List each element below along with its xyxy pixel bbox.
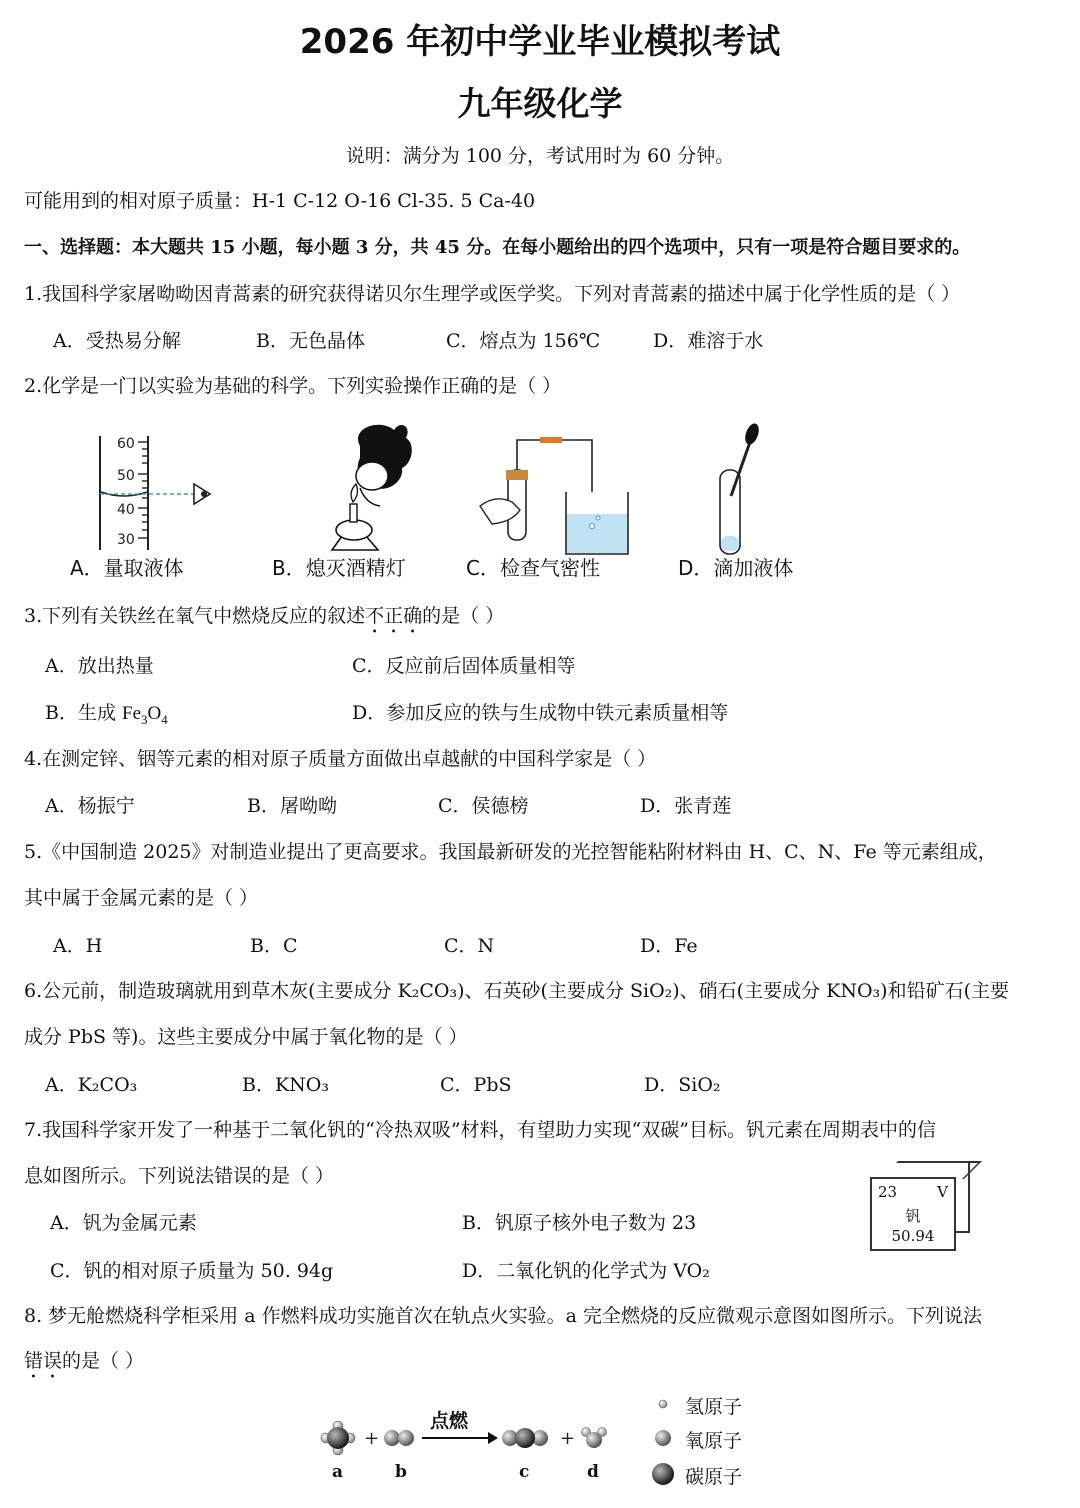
q5-stem-line2: 其中属于金属元素的是（ ）: [24, 887, 259, 909]
q1-option-c[interactable]: C．熔点为 156℃: [446, 330, 601, 352]
q6-option-a[interactable]: A．K₂CO₃: [45, 1074, 138, 1096]
legend-carbon: 碳原子: [685, 1466, 743, 1488]
q6-option-d[interactable]: D．SiO₂: [644, 1074, 721, 1096]
q7-option-c[interactable]: C．钒的相对原子质量为 50. 94g: [50, 1260, 334, 1282]
dropper-icon: [720, 422, 761, 554]
q7-option-b[interactable]: B．钒原子核外电子数为 23: [462, 1212, 697, 1234]
label-a: a: [332, 1462, 344, 1482]
q7-option-d[interactable]: D．二氧化钒的化学式为 VO₂: [462, 1260, 710, 1282]
legend-carbon-icon: [652, 1463, 674, 1485]
element-name: 钒: [905, 1207, 921, 1225]
reaction-condition: 点燃: [430, 1410, 469, 1432]
q7-stem-line2: 息如图所示。下列说法错误的是（ ）: [24, 1165, 335, 1187]
q2-option-a[interactable]: A．量取液体: [70, 556, 184, 580]
q5-option-a[interactable]: A．H: [53, 935, 103, 957]
q2-option-b[interactable]: B．熄灭酒精灯: [272, 556, 406, 580]
svg-text:+: +: [364, 1428, 380, 1449]
molecule-c-icon: [502, 1428, 548, 1448]
q2-option-c[interactable]: C．检查气密性: [466, 556, 600, 580]
q3-stem: 3.下列有关铁丝在氧气中燃烧反应的叙述不正确的是（ ）: [24, 605, 505, 627]
scale-60: 60: [117, 436, 135, 452]
alcohol-lamp-icon: [332, 425, 412, 550]
label-d: d: [587, 1462, 599, 1482]
q5-stem-line1: 5.《中国制造 2025》对制造业提出了更高要求。我国最新研发的光控智能粘附材料由 H、C、N、Fe 等元素组成，: [24, 841, 997, 863]
q4-option-b[interactable]: B．屠呦呦: [247, 795, 337, 817]
q3-option-a[interactable]: A．放出热量: [45, 655, 154, 677]
q3-option-c[interactable]: C．反应前后固体质量相等: [352, 655, 576, 677]
molecule-a-icon: [321, 1421, 355, 1455]
q1-option-d[interactable]: D．难溶于水: [653, 330, 764, 352]
q6-stem-line2: 成分 PbS 等)。这些主要成分中属于氧化物的是（ ）: [24, 1026, 468, 1048]
q2-stem: 2.化学是一门以实验为基础的科学。下列实验操作正确的是（ ）: [24, 375, 562, 397]
q8-stem-line2: 错误的是（ ）: [24, 1350, 145, 1372]
q5-option-c[interactable]: C．N: [444, 935, 495, 957]
q4-option-d[interactable]: D．张青莲: [640, 795, 732, 817]
q3-option-b[interactable]: B．生成 $Fe_3O_4$: [45, 702, 168, 727]
atomic-mass-info: 可能用到的相对原子质量：H-1 C-12 O-16 Cl-35. 5 Ca-40: [24, 190, 536, 212]
atomic-mass: 50.94: [891, 1227, 935, 1245]
q6-stem-line1: 6.公元前，制造玻璃就用到草木灰(主要成分 K₂CO₃)、石英砂(主要成分 SiO₂)、硝石(主要成分 KNO₃)和铅矿石(主要: [24, 980, 1009, 1002]
legend-oxygen: 氧原子: [685, 1430, 743, 1452]
label-c: c: [519, 1462, 530, 1482]
q4-option-a[interactable]: A．杨振宁: [45, 795, 135, 817]
section-heading: 一、选择题：本大题共 15 小题，每小题 3 分，共 45 分。在每小题给出的四个选项中，只有一项是符合题目要求的。: [24, 237, 971, 258]
element-symbol: V: [937, 1183, 948, 1201]
q1-option-a[interactable]: A．受热易分解: [53, 330, 181, 352]
q1-option-b[interactable]: B．无色晶体: [256, 330, 365, 352]
q4-option-c[interactable]: C．侯德榜: [438, 795, 529, 817]
q2-figures: [60, 418, 960, 563]
q5-option-b[interactable]: B．C: [250, 935, 298, 957]
q7-stem-line1: 7.我国科学家开发了一种基于二氧化钒的“冷热双吸”材料，有望助力实现“双碳”目标。钒元素在周期表中的信: [24, 1119, 936, 1141]
legend-oxygen-icon: [655, 1430, 671, 1446]
q4-stem: 4.在测定锌、铟等元素的相对原子质量方面做出卓越献的中国科学家是（ ）: [24, 748, 657, 770]
exam-note: 说明：满分为 100 分，考试用时为 60 分钟。: [345, 145, 735, 167]
atomic-number: 23: [878, 1183, 898, 1201]
airtightness-apparatus-icon: [480, 437, 628, 554]
legend-hydrogen-icon: [659, 1400, 667, 1408]
legend-hydrogen: 氢原子: [685, 1396, 743, 1418]
q2-option-d[interactable]: D．滴加液体: [678, 556, 794, 580]
q6-option-c[interactable]: C．PbS: [440, 1074, 512, 1096]
molecule-d-icon: [582, 1428, 607, 1449]
svg-text:+: +: [560, 1428, 576, 1449]
q3-option-d[interactable]: D．参加反应的铁与生成物中铁元素质量相等: [352, 702, 729, 724]
q6-option-b[interactable]: B．KNO₃: [242, 1074, 329, 1096]
q8-stem-line1: 8. 梦无舱燃烧科学柜采用 a 作燃料成功实施首次在轨点火实验。a 完全燃烧的反应微观示意图如图所示。下列说法: [24, 1305, 982, 1327]
vanadium-element-cell: [870, 1177, 956, 1251]
exam-subtitle: 九年级化学: [457, 84, 623, 123]
q1-stem: 1.我国科学家屠呦呦因青蒿素的研究获得诺贝尔生理学或医学奖。下列对青蒿素的描述中属于化学性质的是（ ）: [24, 283, 961, 305]
q7-option-a[interactable]: A．钒为金属元素: [50, 1212, 197, 1234]
scale-40: 40: [117, 502, 135, 518]
exam-title: 2026 年初中学业毕业模拟考试: [299, 22, 781, 62]
molecule-b-icon: [384, 1430, 414, 1446]
q5-option-d[interactable]: D．Fe: [640, 935, 698, 957]
label-b: b: [395, 1462, 407, 1482]
scale-50: 50: [117, 468, 135, 484]
scale-30: 30: [117, 532, 135, 548]
